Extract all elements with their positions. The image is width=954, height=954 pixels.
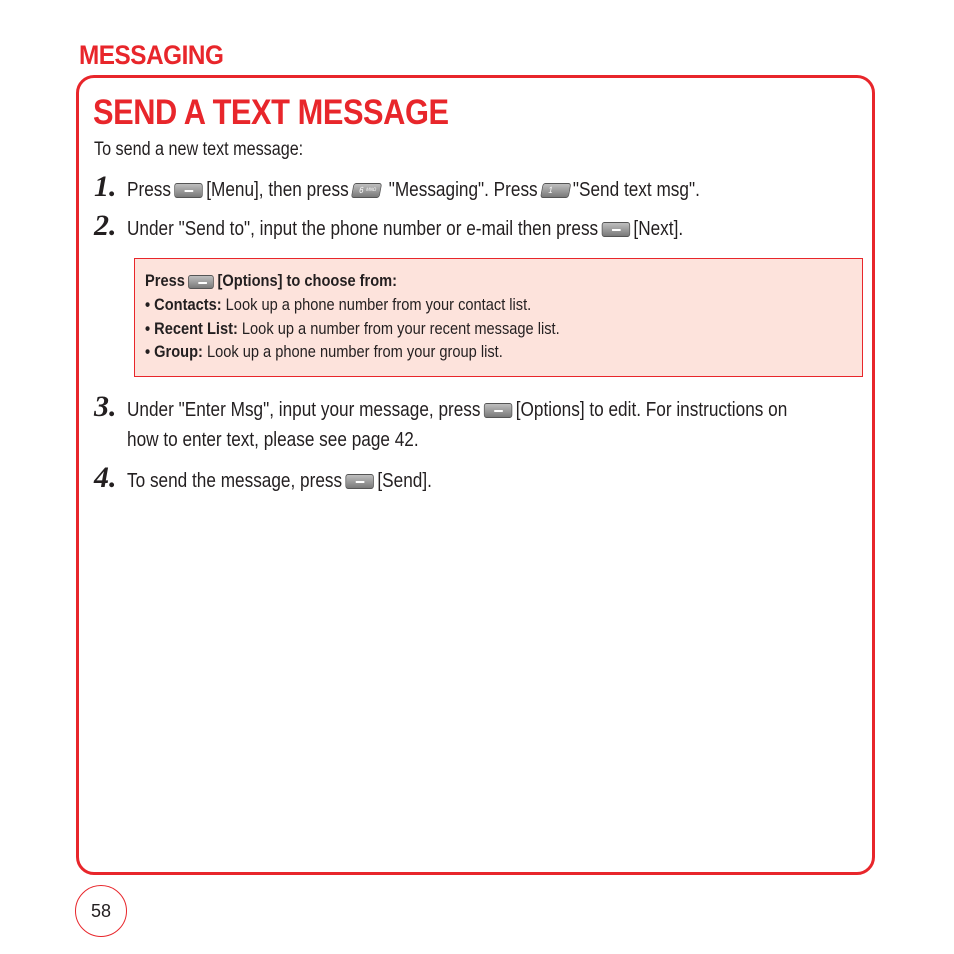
- step-text-part: To send the message, press: [127, 470, 343, 492]
- key-1-icon: 1: [540, 183, 571, 198]
- key-6-mno-icon: 6 MNO: [351, 183, 382, 198]
- step-number: 3.: [94, 390, 117, 423]
- page-number: 58: [75, 885, 127, 937]
- soft-key-icon: [484, 403, 512, 418]
- note-item-group: • Group: Look up a phone number from your group list.: [145, 342, 503, 361]
- step-text-part: Press: [127, 179, 171, 201]
- soft-key-icon: [174, 183, 202, 198]
- step-text-part: [Next].: [633, 218, 684, 240]
- step-4: [94, 461, 482, 495]
- step-text: [127, 470, 432, 493]
- step-3: [94, 390, 895, 424]
- step-text-part: [Send].: [377, 470, 432, 492]
- step-text: [127, 218, 683, 241]
- soft-key-icon: [188, 275, 214, 289]
- step-text-part: "Messaging". Press: [388, 179, 538, 201]
- step-text-part: "Send text msg".: [572, 179, 700, 201]
- step-text-part: [Options] to edit. For instructions on: [515, 399, 788, 421]
- page-title: SEND A TEXT MESSAGE: [93, 93, 449, 132]
- note-item-contacts: • Contacts: Look up a phone number from your contact list.: [145, 295, 532, 314]
- note-item-recent-list: • Recent List: Look up a number from your recent message list.: [145, 319, 560, 338]
- step-2: [94, 209, 774, 243]
- step-number: 4.: [94, 461, 117, 494]
- step-1: [94, 170, 793, 204]
- step-text-part: Under "Enter Msg", input your message, press: [127, 399, 481, 421]
- step-text-part: Under "Send to", input the phone number or e-mail then press: [127, 218, 599, 240]
- step-number: 2.: [94, 209, 117, 242]
- soft-key-icon: [346, 474, 374, 489]
- step-number: 1.: [94, 170, 117, 203]
- step-text: [127, 179, 700, 202]
- intro-text: To send a new text message:: [94, 139, 304, 160]
- section-label: MESSAGING: [79, 40, 224, 70]
- step-text: [127, 399, 787, 422]
- note-header: Press [Options] to choose from:: [145, 271, 398, 290]
- options-note: [134, 258, 863, 377]
- step-3-continuation: how to enter text, please see page 42.: [127, 429, 419, 451]
- step-text-part: [Menu], then press: [206, 179, 349, 201]
- soft-key-icon: [602, 222, 630, 237]
